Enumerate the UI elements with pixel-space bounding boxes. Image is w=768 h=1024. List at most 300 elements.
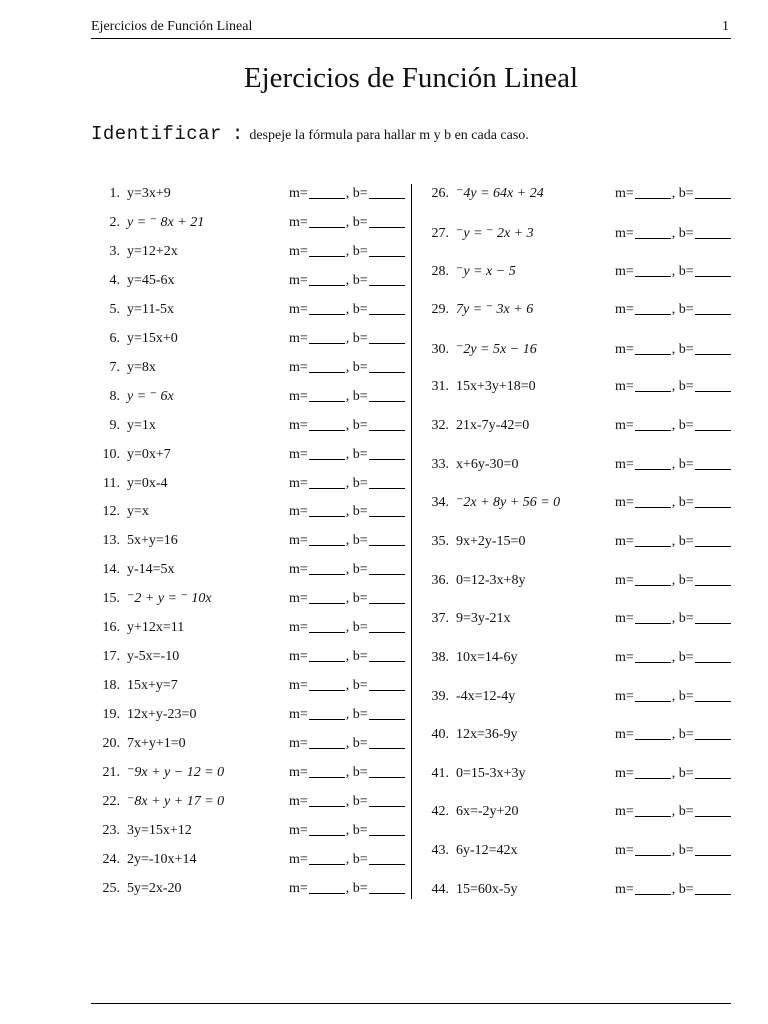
exercise-row [91,209,407,237]
exercise-number: 35 . [420,528,449,556]
m-answer-blank[interactable] [635,571,671,586]
exercise-number: 44 . [420,876,449,904]
exercise-row [91,817,407,845]
b-answer-blank[interactable] [695,300,731,315]
m-label: m= [289,678,308,693]
exercise-row [420,220,732,248]
b-answer-blank[interactable] [369,184,405,199]
exercise-row [420,451,732,479]
m-answer-blank[interactable] [635,340,671,355]
m-answer-blank[interactable] [635,609,671,624]
exercise-equation: 12x=36-9y [456,727,518,742]
answer-fields [615,528,732,556]
m-label: m= [615,534,634,549]
m-label: m= [615,302,634,317]
b-answer-blank[interactable] [369,531,405,546]
exercise-equation: 6x=-2y+20 [456,804,519,819]
b-answer-blank[interactable] [369,879,405,894]
m-answer-blank[interactable] [635,416,671,431]
instruction [91,120,731,150]
m-answer-blank[interactable] [309,734,345,749]
b-label: b= [678,226,694,241]
answer-separator: , [671,611,679,626]
answer-fields [289,614,406,642]
exercise-number: 38 . [420,644,449,672]
answer-fields [289,585,406,613]
m-answer-blank[interactable] [635,802,671,817]
answer-separator: , [345,649,353,664]
answer-separator: , [671,302,679,317]
m-answer-blank[interactable] [309,647,345,662]
exercise-equation: y=0x+7 [127,447,171,462]
answer-separator: , [345,620,353,635]
b-answer-blank[interactable] [695,841,731,856]
m-answer-blank[interactable] [309,213,345,228]
exercise-equation: 0=12-3x+8y [456,573,526,588]
exercise-equation: x+6y-30=0 [456,457,519,472]
m-label: m= [615,650,634,665]
exercise-number: 41 . [420,760,449,788]
exercise-number: 19 . [91,701,120,729]
b-label: b= [678,689,694,704]
instruction-label: Identificar [91,123,222,145]
answer-fields [289,354,406,382]
exercise-number: 25 . [91,875,120,903]
exercise-number: 6 . [91,325,120,353]
exercise-equation: ⁻4y = 64x + 24 [456,186,544,201]
m-label: m= [289,881,308,896]
exercise-equation: 15=60x-5y [456,882,518,897]
m-answer-blank[interactable] [635,300,671,315]
m-answer-blank[interactable] [309,300,345,315]
m-answer-blank[interactable] [309,531,345,546]
exercise-row [91,643,407,671]
exercise-row [91,846,407,874]
m-answer-blank[interactable] [309,416,345,431]
exercise-equation: 12x+y-23=0 [127,707,197,722]
exercise-number: 2 . [91,209,120,237]
b-answer-blank[interactable] [369,474,405,489]
m-label: m= [289,649,308,664]
exercise-row [91,441,407,469]
m-answer-blank[interactable] [635,262,671,277]
b-answer-blank[interactable] [369,416,405,431]
exercise-row [91,325,407,353]
m-answer-blank[interactable] [635,532,671,547]
answer-separator: , [345,591,353,606]
answer-separator: , [345,504,353,519]
m-answer-blank[interactable] [309,705,345,720]
running-title: Ejercicios de Función Lineal [91,19,253,34]
exercise-row [91,498,407,526]
exercise-equation: ⁻2x + 8y + 56 = 0 [456,495,561,510]
m-label: m= [615,264,634,279]
b-answer-blank[interactable] [369,271,405,286]
m-answer-blank[interactable] [309,821,345,836]
m-label: m= [289,360,308,375]
b-answer-blank[interactable] [695,184,731,199]
answer-fields [289,296,406,324]
b-answer-blank[interactable] [369,647,405,662]
answer-fields [289,875,406,903]
m-answer-blank[interactable] [309,763,345,778]
answer-separator: , [345,389,353,404]
answer-separator: , [345,765,353,780]
exercise-number: 16 . [91,614,120,642]
instruction-text: despeje la fórmula para hallar m y b en cada caso. [249,128,529,143]
b-answer-blank[interactable] [369,792,405,807]
b-answer-blank[interactable] [695,880,731,895]
b-answer-blank[interactable] [369,445,405,460]
exercise-row [91,585,407,613]
exercise-row [91,614,407,642]
answer-fields [615,605,732,633]
exercise-row [420,296,732,324]
exercise-equation: 15x+3y+18=0 [456,379,536,394]
m-label: m= [289,273,308,288]
exercise-equation: -4x=12-4y [456,689,516,704]
exercise-equation: 5x+y=16 [127,533,178,548]
exercise-number: 11 . [91,470,120,498]
exercise-equation: y = ⁻ 8x + 21 [127,215,205,230]
exercise-row [420,683,732,711]
exercise-equation: y = ⁻ 6x [127,389,174,404]
answer-separator: , [671,727,679,742]
column-divider [411,184,412,899]
b-answer-blank[interactable] [695,532,731,547]
b-label: b= [352,852,368,867]
b-label: b= [352,331,368,346]
answer-separator: , [671,342,679,357]
answer-fields [289,701,406,729]
m-label: m= [615,342,634,357]
exercise-row [420,528,732,556]
answer-separator: , [671,264,679,279]
exercise-equation: y=11-5x [127,302,175,317]
exercise-number: 39 . [420,683,449,711]
m-answer-blank[interactable] [635,377,671,392]
b-answer-blank[interactable] [369,387,405,402]
b-answer-blank[interactable] [369,560,405,575]
b-answer-blank[interactable] [695,609,731,624]
b-answer-blank[interactable] [369,618,405,633]
m-answer-blank[interactable] [309,184,345,199]
b-label: b= [352,215,368,230]
m-label: m= [289,331,308,346]
b-label: b= [352,881,368,896]
exercise-row [420,876,732,904]
b-answer-blank[interactable] [369,300,405,315]
b-answer-blank[interactable] [369,705,405,720]
m-answer-blank[interactable] [635,455,671,470]
b-answer-blank[interactable] [695,802,731,817]
exercise-number: 1 . [91,180,120,208]
b-answer-blank[interactable] [695,455,731,470]
m-answer-blank[interactable] [635,184,671,199]
m-answer-blank[interactable] [635,648,671,663]
b-answer-blank[interactable] [369,502,405,517]
answer-fields [289,730,406,758]
b-label: b= [352,244,368,259]
b-answer-blank[interactable] [695,377,731,392]
answer-separator: , [345,678,353,693]
m-answer-blank[interactable] [309,589,345,604]
m-answer-blank[interactable] [635,841,671,856]
m-answer-blank[interactable] [635,687,671,702]
m-label: m= [615,843,634,858]
exercise-equation: 2y=-10x+14 [127,852,197,867]
exercise-number: 12 . [91,498,120,526]
m-label: m= [289,736,308,751]
answer-fields [615,876,732,904]
exercise-equation: 10x=14-6y [456,650,518,665]
exercise-number: 36 . [420,567,449,595]
answer-separator: , [345,215,353,230]
answer-fields [289,759,406,787]
m-label: m= [289,533,308,548]
m-answer-blank[interactable] [309,387,345,402]
answer-separator: , [345,794,353,809]
exercise-equation: y=12+2x [127,244,178,259]
exercise-row [91,875,407,903]
m-label: m= [289,852,308,867]
b-answer-blank[interactable] [369,734,405,749]
b-answer-blank[interactable] [369,589,405,604]
exercise-row [91,383,407,411]
m-answer-blank[interactable] [635,224,671,239]
exercise-number: 8 . [91,383,120,411]
b-label: b= [678,186,694,201]
exercise-number: 5 . [91,296,120,324]
m-answer-blank[interactable] [309,329,345,344]
m-answer-blank[interactable] [309,474,345,489]
b-label: b= [678,727,694,742]
b-answer-blank[interactable] [369,329,405,344]
exercise-row [91,730,407,758]
answer-separator: , [671,689,679,704]
exercise-equation: y=0x-4 [127,476,168,491]
answer-separator: , [345,852,353,867]
m-answer-blank[interactable] [309,560,345,575]
m-label: m= [289,389,308,404]
m-answer-blank[interactable] [309,502,345,517]
exercise-equation: y+12x=11 [127,620,185,635]
b-label: b= [352,562,368,577]
answer-separator: , [345,186,353,201]
m-answer-blank[interactable] [309,792,345,807]
answer-fields [289,817,406,845]
b-label: b= [678,379,694,394]
m-label: m= [289,504,308,519]
m-label: m= [615,689,634,704]
exercise-equation: ⁻9x + y − 12 = 0 [127,765,225,780]
exercise-number: 13 . [91,527,120,555]
answer-separator: , [671,804,679,819]
m-label: m= [615,379,634,394]
b-answer-blank[interactable] [369,358,405,373]
answer-fields [615,412,732,440]
exercise-row [91,672,407,700]
answer-separator: , [345,447,353,462]
m-label: m= [289,215,308,230]
b-label: b= [352,823,368,838]
exercise-number: 10 . [91,441,120,469]
answer-fields [289,412,406,440]
m-label: m= [289,418,308,433]
m-label: m= [615,611,634,626]
exercise-row [91,267,407,295]
exercise-number: 15 . [91,585,120,613]
exercise-row [91,180,407,208]
exercise-equation: y-5x=-10 [127,649,180,664]
exercise-number: 17 . [91,643,120,671]
b-answer-blank[interactable] [695,493,731,508]
m-answer-blank[interactable] [309,618,345,633]
exercise-equation: ⁻y = x − 5 [456,264,516,279]
exercise-equation: 7x+y+1=0 [127,736,186,751]
b-answer-blank[interactable] [695,687,731,702]
exercise-equation: 6y-12=42x [456,843,518,858]
exercise-row [420,760,732,788]
exercise-number: 4 . [91,267,120,295]
m-answer-blank[interactable] [635,880,671,895]
m-answer-blank[interactable] [635,725,671,740]
b-label: b= [678,457,694,472]
answer-fields [615,336,732,364]
b-answer-blank[interactable] [369,763,405,778]
m-answer-blank[interactable] [309,242,345,257]
answer-separator: , [671,766,679,781]
answer-fields [289,383,406,411]
exercise-number: 24 . [91,846,120,874]
answer-fields [289,267,406,295]
m-answer-blank[interactable] [309,358,345,373]
exercise-number: 22 . [91,788,120,816]
m-answer-blank[interactable] [635,764,671,779]
b-answer-blank[interactable] [369,850,405,865]
answer-fields [289,846,406,874]
m-label: m= [615,495,634,510]
answer-fields [289,238,406,266]
answer-fields [615,451,732,479]
b-label: b= [352,504,368,519]
exercise-equation: 3y=15x+12 [127,823,192,838]
m-label: m= [615,457,634,472]
exercise-row [420,336,732,364]
exercise-equation: 21x-7y-42=0 [456,418,530,433]
b-answer-blank[interactable] [695,648,731,663]
m-answer-blank[interactable] [635,493,671,508]
exercise-number: 27 . [420,220,449,248]
b-answer-blank[interactable] [695,725,731,740]
answer-separator: , [345,331,353,346]
answer-fields [289,527,406,555]
b-answer-blank[interactable] [695,571,731,586]
exercise-row [420,180,732,208]
exercise-equation: ⁻2 + y = ⁻ 10x [127,591,212,606]
answer-separator: , [671,534,679,549]
header-rule [91,38,731,39]
exercise-number: 28 . [420,258,449,286]
m-answer-blank[interactable] [309,850,345,865]
exercise-number: 7 . [91,354,120,382]
answer-fields [615,837,732,865]
b-answer-blank[interactable] [695,340,731,355]
answer-fields [615,644,732,672]
answer-fields [289,209,406,237]
answer-fields [615,180,732,208]
m-answer-blank[interactable] [309,445,345,460]
answer-separator: , [671,379,679,394]
b-answer-blank[interactable] [369,213,405,228]
answer-fields [615,373,732,401]
b-answer-blank[interactable] [369,242,405,257]
b-answer-blank[interactable] [695,764,731,779]
answer-fields [615,220,732,248]
exercise-number: 18 . [91,672,120,700]
m-label: m= [615,727,634,742]
answer-separator: , [345,360,353,375]
b-answer-blank[interactable] [369,821,405,836]
answer-separator: , [671,495,679,510]
exercise-equation: ⁻8x + y + 17 = 0 [127,794,225,809]
b-answer-blank[interactable] [695,416,731,431]
answer-fields [289,788,406,816]
exercise-equation: y-14=5x [127,562,175,577]
exercise-equation: 0=15-3x+3y [456,766,526,781]
m-label: m= [289,244,308,259]
answer-separator: , [671,418,679,433]
answer-separator: , [671,226,679,241]
footer-rule [91,1003,731,1004]
m-label: m= [615,882,634,897]
m-answer-blank[interactable] [309,271,345,286]
b-answer-blank[interactable] [695,262,731,277]
b-answer-blank[interactable] [695,224,731,239]
answer-fields [289,325,406,353]
m-answer-blank[interactable] [309,879,345,894]
exercise-number: 3 . [91,238,120,266]
exercise-equation: y=1x [127,418,156,433]
answer-separator: , [345,244,353,259]
answer-fields [289,556,406,584]
answer-fields [289,498,406,526]
m-label: m= [289,186,308,201]
answer-fields [615,296,732,324]
b-label: b= [352,389,368,404]
b-label: b= [678,804,694,819]
exercise-row [91,556,407,584]
answer-fields [615,489,732,517]
m-label: m= [289,707,308,722]
m-label: m= [289,765,308,780]
m-label: m= [289,562,308,577]
b-label: b= [352,186,368,201]
answer-fields [615,760,732,788]
exercise-number: 20 . [91,730,120,758]
b-label: b= [352,418,368,433]
exercise-number: 9 . [91,412,120,440]
b-answer-blank[interactable] [369,676,405,691]
exercise-equation: 9x+2y-15=0 [456,534,526,549]
answer-separator: , [345,707,353,722]
b-label: b= [678,611,694,626]
exercise-equation: y=8x [127,360,156,375]
m-label: m= [289,620,308,635]
exercise-row [420,567,732,595]
m-answer-blank[interactable] [309,676,345,691]
answer-fields [615,721,732,749]
